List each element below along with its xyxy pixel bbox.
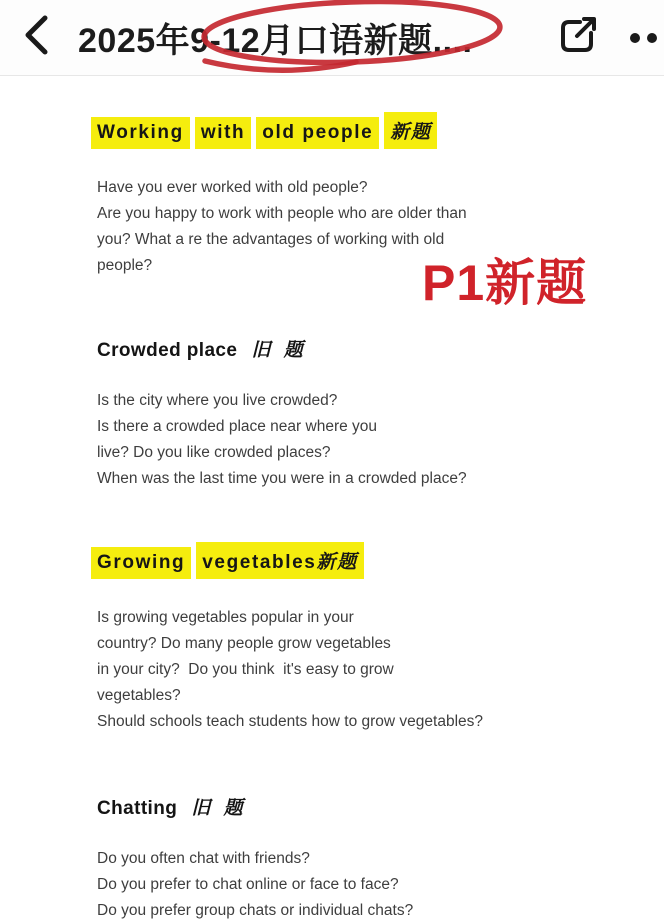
question-paragraph (97, 388, 604, 492)
question-line: When was the last time you were in a crowded place? (97, 470, 467, 487)
question-line: vegetables? (97, 687, 181, 704)
question-line: Is there a crowded place near where you (97, 418, 378, 435)
chevron-left-icon (21, 14, 51, 61)
question-line: Have you ever worked with old people? (97, 179, 368, 196)
question-line: Do you often chat with friends? (97, 850, 310, 867)
question-line: Is the city where you live crowded? (97, 392, 338, 409)
share-export-icon (557, 14, 599, 61)
old-topic-tag: 旧 题 (191, 798, 247, 819)
section-title-text: Crowded place (97, 340, 238, 361)
section-heading-growing-vegetables (97, 542, 604, 579)
section-heading-chatting (97, 793, 604, 820)
highlighted-word: Growing (91, 547, 191, 579)
question-line: Is growing vegetables popular in your (97, 609, 354, 626)
question-paragraph (97, 605, 604, 735)
section-heading-working-with-old-people (97, 112, 604, 149)
page-title: 2025年9-12月口语新题.... (78, 22, 473, 60)
question-line: people? (97, 257, 153, 274)
question-line: you? What a re the advantages of working with old (97, 231, 445, 248)
section-title-text: vegetables (202, 552, 317, 573)
section-heading-crowded-place (97, 335, 604, 362)
nav-bar (0, 0, 664, 76)
question-line: Do you prefer to chat online or face to face? (97, 876, 399, 893)
highlighted-word: Working (91, 117, 190, 149)
share-button[interactable] (554, 13, 602, 63)
back-button[interactable] (16, 13, 56, 63)
new-topic-tag: 新题 (316, 552, 358, 573)
highlighted-word: old people (256, 117, 379, 149)
more-dots-icon (630, 33, 640, 43)
p1-new-topics-annotation: P1新题 (422, 255, 588, 311)
question-paragraph (97, 846, 604, 924)
more-button[interactable] (630, 13, 664, 63)
question-line: country? Do many people grow vegetables (97, 635, 391, 652)
question-line: in your city? Do you think it's easy to grow (97, 661, 394, 678)
more-dots-icon (647, 33, 657, 43)
question-line: live? Do you like crowded places? (97, 444, 331, 461)
new-topic-tag: 新题 (384, 112, 437, 149)
question-line: Do you prefer group chats or individual chats? (97, 902, 414, 919)
highlighted-word (196, 542, 363, 579)
question-line: Should schools teach students how to grow vegetables? (97, 713, 484, 730)
highlighted-word: with (195, 117, 251, 149)
question-line: Are you happy to work with people who are older than (97, 205, 467, 222)
section-title-text: Chatting (97, 798, 178, 819)
old-topic-tag: 旧 题 (251, 340, 307, 361)
document-scroll-area[interactable] (0, 76, 664, 924)
